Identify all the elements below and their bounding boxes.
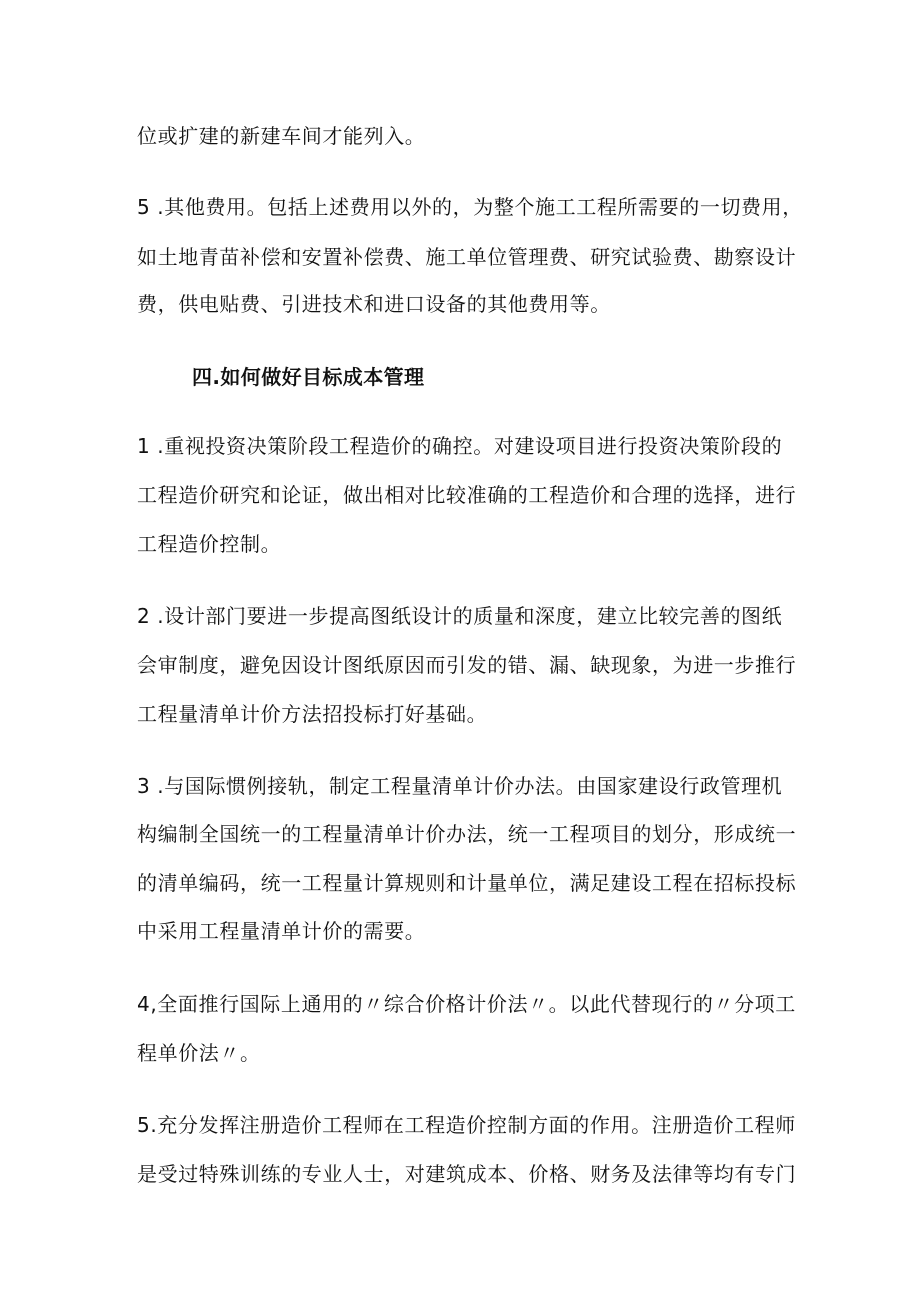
text-line: 是受过特殊训练的专业人士，对建筑成本、价格、财务及法律等均有专门 bbox=[137, 1162, 797, 1186]
text-line: 工程量清单计价方法招投标打好基础。 bbox=[137, 702, 488, 726]
text-line: 5.充分发挥注册造价工程师在工程造价控制方面的作用。注册造价工程师 bbox=[137, 1113, 796, 1137]
text-line: 会审制度，避免因设计图纸原因而引发的错、漏、缺现象，为进一步推行 bbox=[137, 653, 797, 677]
text-line: 如土地青苗补偿和安置补偿费、施工单位管理费、研究试验费、勘察设计 bbox=[137, 245, 797, 269]
text-line: 的清单编码，统一工程量计算规则和计量单位，满足建设工程在招标投标 bbox=[137, 871, 797, 895]
text-line: 工程造价研究和论证，做出相对比较准确的工程造价和合理的选择，进行 bbox=[137, 483, 797, 507]
text-line: 3 .与国际惯例接轨，制定工程量清单计价办法。由国家建设行政管理机 bbox=[137, 774, 783, 798]
text-line: 5 .其他费用。包括上述费用以外的，为整个施工工程所需要的一切费用， bbox=[137, 195, 803, 219]
text-line: 中采用工程量清单计价的需要。 bbox=[137, 919, 426, 943]
text-line: 4,全面推行国际上通用的〃综合价格计价法〃。以此代替现行的〃分项工 bbox=[137, 992, 796, 1016]
text-line: 程单价法〃。 bbox=[137, 1041, 261, 1065]
text-line: 位或扩建的新建车间才能列入。 bbox=[137, 124, 426, 148]
section-heading: 四.如何做好目标成本管理 bbox=[192, 365, 425, 389]
text-line: 构编制全国统一的工程量清单计价办法，统一工程项目的划分，形成统一 bbox=[137, 822, 797, 846]
text-line: 工程造价控制。 bbox=[137, 532, 282, 556]
text-line: 1 .重视投资决策阶段工程造价的确控。对建设项目进行投资决策阶段的 bbox=[137, 434, 783, 458]
text-line: 费，供电贴费、引进技术和进口设备的其他费用等。 bbox=[137, 292, 611, 316]
text-line: 2 .设计部门要进一步提高图纸设计的质量和深度，建立比较完善的图纸 bbox=[137, 604, 783, 628]
